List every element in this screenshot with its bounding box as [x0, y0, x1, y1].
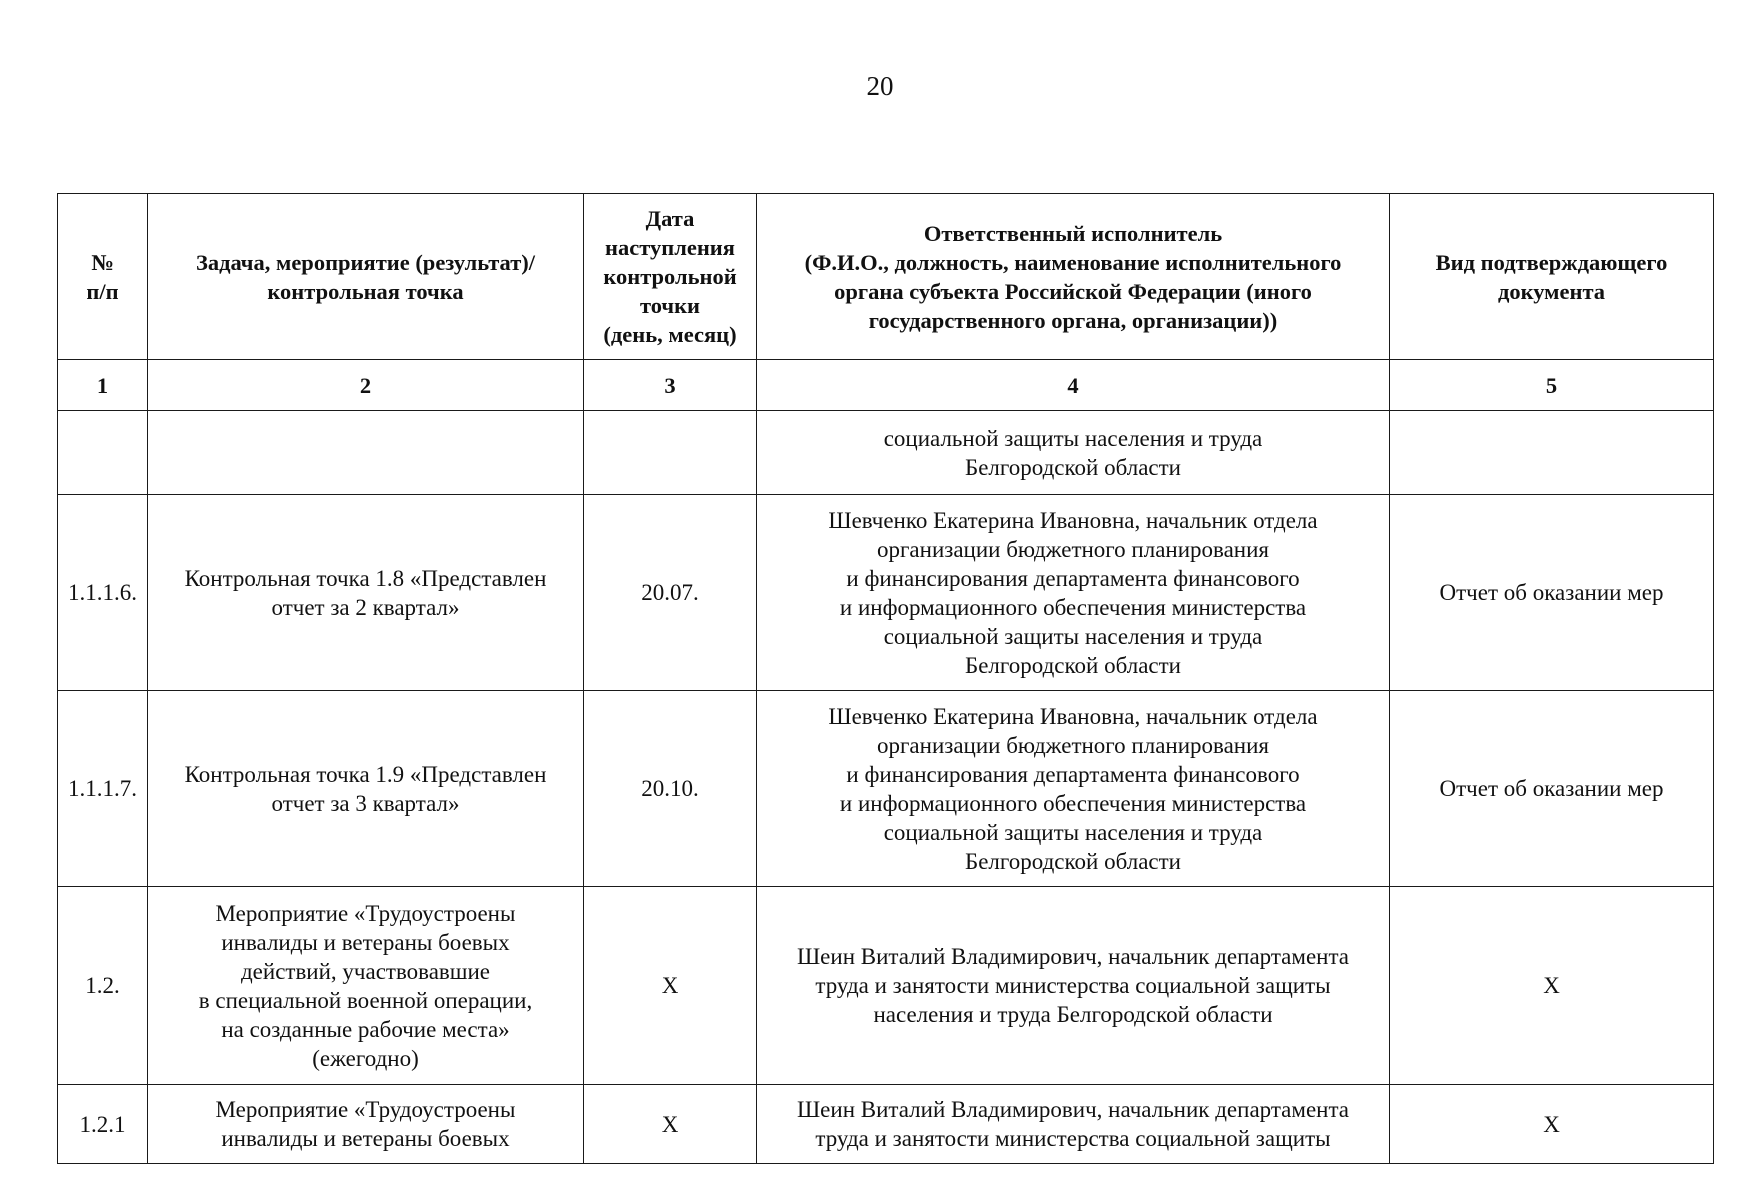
row-date: X	[584, 887, 757, 1085]
header-date: Дата наступления контрольной точки (день, месяц)	[584, 194, 757, 360]
table-row	[58, 887, 1714, 1085]
row-date: 20.07.	[584, 495, 757, 691]
table-row	[58, 1085, 1714, 1164]
column-number: 1	[58, 360, 148, 411]
row-document: X	[1390, 1085, 1714, 1164]
row-executor: социальной защиты населения и труда Белгородской области	[757, 411, 1390, 495]
table-row	[58, 691, 1714, 887]
row-number: 1.2.1	[58, 1085, 148, 1164]
row-task	[148, 411, 584, 495]
header-task: Задача, мероприятие (результат)/ контрольная точка	[148, 194, 584, 360]
row-document: Отчет об оказании мер	[1390, 691, 1714, 887]
row-executor: Шевченко Екатерина Ивановна, начальник отдела организации бюджетного планирования и финансирования департамента финансового и информационного обеспечения министерства социальной защиты населения и труда Белгородской области	[757, 691, 1390, 887]
row-document: X	[1390, 887, 1714, 1085]
column-number: 2	[148, 360, 584, 411]
column-number-row	[58, 360, 1714, 411]
header-row	[58, 194, 1714, 360]
row-task: Мероприятие «Трудоустроены инвалиды и ветераны боевых действий, участвовавшие в специальной военной операции, на созданные рабочие места» (ежегодно)	[148, 887, 584, 1085]
row-number	[58, 411, 148, 495]
row-task: Мероприятие «Трудоустроены инвалиды и ветераны боевых	[148, 1085, 584, 1164]
control-points-table	[57, 193, 1714, 1164]
row-date: X	[584, 1085, 757, 1164]
row-document: Отчет об оказании мер	[1390, 495, 1714, 691]
row-task: Контрольная точка 1.8 «Представлен отчет за 2 квартал»	[148, 495, 584, 691]
row-task: Контрольная точка 1.9 «Представлен отчет за 3 квартал»	[148, 691, 584, 887]
row-executor: Шеин Виталий Владимирович, начальник департамента труда и занятости министерства социальной защиты населения и труда Белгородской области	[757, 887, 1390, 1085]
row-date: 20.10.	[584, 691, 757, 887]
row-document	[1390, 411, 1714, 495]
table-row	[58, 411, 1714, 495]
table-row	[58, 495, 1714, 691]
row-executor: Шевченко Екатерина Ивановна, начальник отдела организации бюджетного планирования и финансирования департамента финансового и информационного обеспечения министерства социальной защиты населения и труда Белгородской области	[757, 495, 1390, 691]
row-number: 1.2.	[58, 887, 148, 1085]
row-number: 1.1.1.6.	[58, 495, 148, 691]
header-executor: Ответственный исполнитель (Ф.И.О., должность, наименование исполнительного органа субъекта Российской Федерации (иного государственного органа, организации))	[757, 194, 1390, 360]
row-executor: Шеин Виталий Владимирович, начальник департамента труда и занятости министерства социальной защиты	[757, 1085, 1390, 1164]
header-number: № п/п	[58, 194, 148, 360]
header-document: Вид подтверждающего документа	[1390, 194, 1714, 360]
column-number: 4	[757, 360, 1390, 411]
row-date	[584, 411, 757, 495]
column-number: 3	[584, 360, 757, 411]
row-number: 1.1.1.7.	[58, 691, 148, 887]
column-number: 5	[1390, 360, 1714, 411]
page-number: 20	[866, 71, 894, 101]
